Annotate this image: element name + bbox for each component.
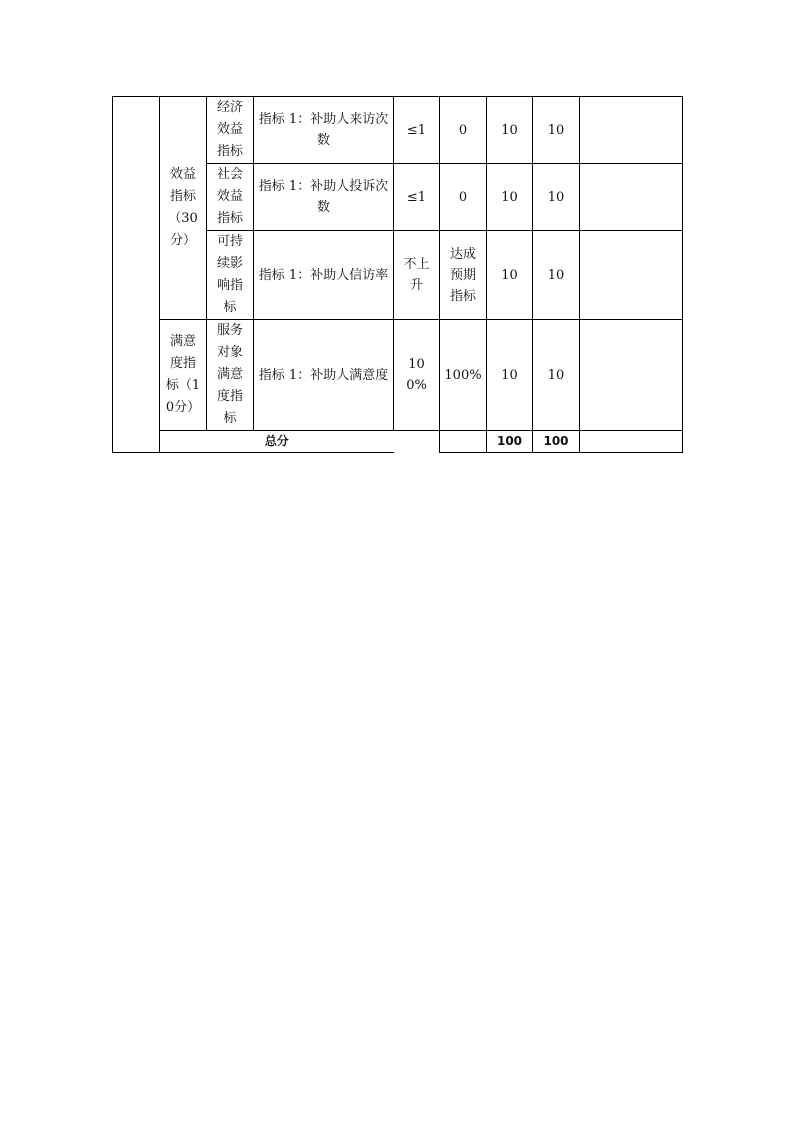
indicator-name-cell: 指标 1：补助人满意度 [254,320,394,431]
annual-target-cell: ≤1 [394,97,440,164]
weight-cell: 10 [487,320,533,431]
sub-category-cell: 经济效益指标 [207,97,254,164]
annual-target-cell: 不上升 [394,231,440,320]
table-row [113,97,683,164]
total-empty-cell [440,431,487,453]
sub-category-cell: 可持续影响指标 [207,231,254,320]
actual-value-cell: 达成预期指标 [440,231,487,320]
total-weight: 100 [487,431,533,453]
sub-category-cell: 社会效益指标 [207,164,254,231]
total-score: 100 [533,431,580,453]
sub-category-cell: 服务对象满意度指标 [207,320,254,431]
performance-evaluation-table [112,96,683,453]
total-row [113,431,683,453]
note-cell [580,164,683,231]
benefit-category-cell: 效益指标（30分） [160,97,207,320]
score-cell: 10 [533,320,580,431]
indicator-name-cell: 指标 1：补助人信访率 [254,231,394,320]
weight-cell: 10 [487,231,533,320]
annual-target-cell: ≤1 [394,164,440,231]
table-row [113,320,683,431]
actual-value-cell: 0 [440,164,487,231]
first-level-category-cell [113,97,160,453]
indicator-name-cell: 指标 1：补助人来访次数 [254,97,394,164]
actual-value-cell: 0 [440,97,487,164]
score-cell: 10 [533,164,580,231]
satisfaction-category-cell: 满意度指标（10分） [160,320,207,431]
score-cell: 10 [533,231,580,320]
note-cell [580,231,683,320]
note-cell [580,320,683,431]
total-gap-cell [394,431,440,453]
note-cell [580,97,683,164]
actual-value-cell: 100% [440,320,487,431]
total-note [580,431,683,453]
indicator-name-cell: 指标 1：补助人投诉次数 [254,164,394,231]
weight-cell: 10 [487,97,533,164]
total-label: 总分 [160,431,394,453]
annual-target-cell: 100% [394,320,440,431]
weight-cell: 10 [487,164,533,231]
score-cell: 10 [533,97,580,164]
